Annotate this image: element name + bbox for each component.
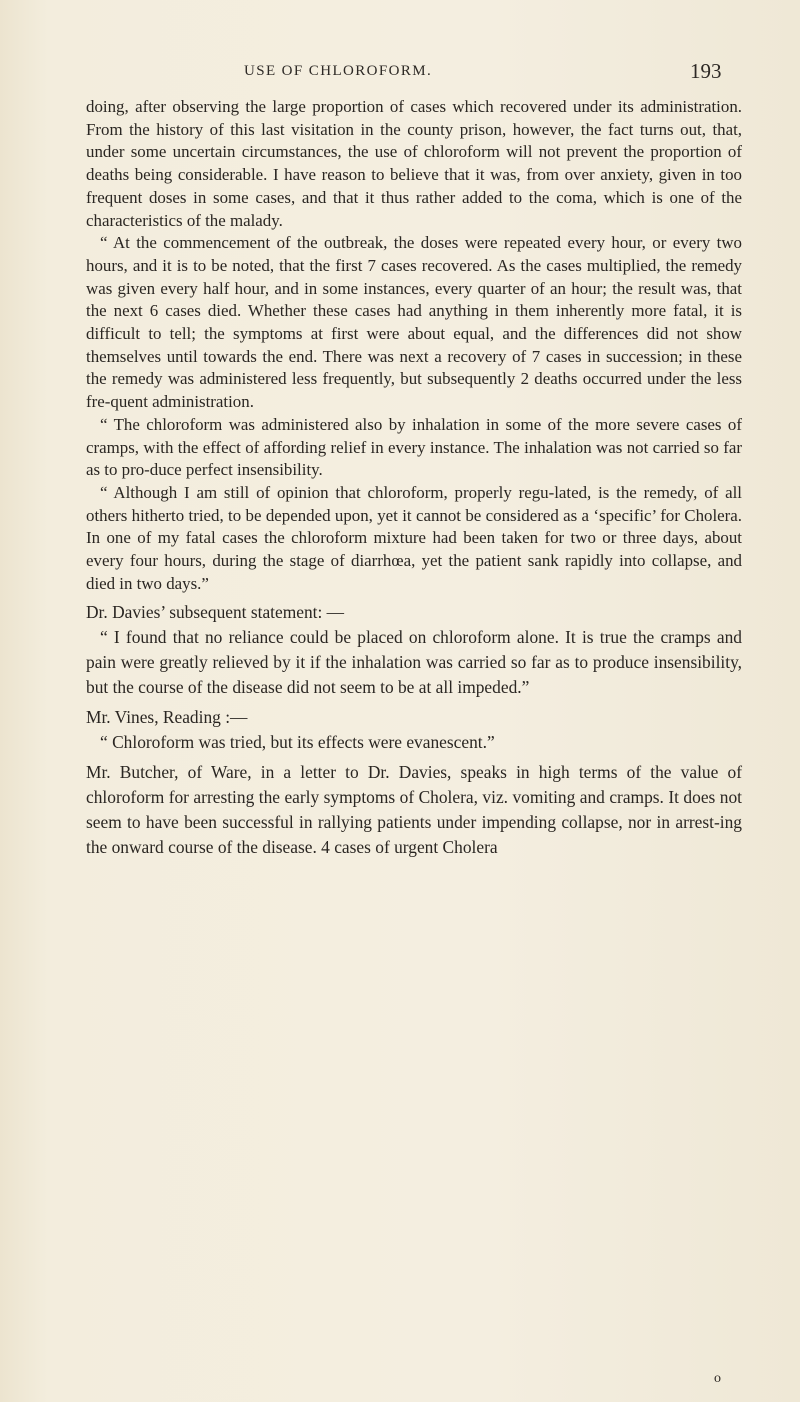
running-title: USE OF CHLOROFORM.: [244, 63, 433, 79]
body-text: [86, 96, 742, 860]
paragraph-continuation: doing, after observing the large proportion of cases which recovered under its administration. From the history of this last visitation in the county prison, however, the fact turns out, that, under some uncertain circumstances, the use of chloroform will not prevent the proportion of deaths being considerable. I have reason to believe that it was, from over anxiety, given in too frequent doses in some cases, and that it thus rather added to the coma, which is one of the characteristics of the malady.: [86, 97, 742, 230]
paragraph-davies-heading: Dr. Davies’ subsequent statement: —: [86, 602, 345, 623]
paragraph-quote-specific: “ Although I am still of opinion that chloroform, properly regu-lated, is the remedy, of all others hitherto tried, to be depended upon, yet it cannot be considered as a ‘specific’ for Cholera. In one of my fatal cases the chloroform mixture had been taken for two or three days, about every four hours, during the stage of diarrhœa, yet the patient sank rapidly into collapse, and died in two days.”: [86, 482, 742, 593]
running-head: [0, 57, 800, 83]
paragraph-butcher: Mr. Butcher, of Ware, in a letter to Dr. Davies, speaks in high terms of the value of chloroform for arresting the early symptoms of Cholera, viz. vomiting and cramps. It does not seem to have been successful in rallying patients under impending collapse, nor in arrest-ing the onward course of the disease. 4 cases of urgent Cholera: [86, 762, 742, 858]
paragraph-quote-outbreak: “ At the commencement of the outbreak, the doses were repeated every hour, or every two hours, and it is to be noted, that the first 7 cases recovered. As the cases multiplied, the remedy was given every half hour, and in some instances, every quarter of an hour; the result was, that the next 6 cases died. Whether these cases had anything in them inherently more fatal, it is difficult to tell; the symptoms at first were about equal, and the differences did not show themselves until towards the end. There was next a recovery of 7 cases in succession; in these the remedy was administered less frequently, but subsequently 2 deaths occurred under the less fre-quent administration.: [86, 233, 742, 412]
signature-mark: o: [714, 1371, 721, 1386]
paragraph-vines-heading: Mr. Vines, Reading :—: [86, 707, 248, 728]
paragraph-davies-quote: “ I found that no reliance could be placed on chloroform alone. It is true the cramps and pain were greatly relieved by it if the inhalation was carried so far as to produce insensibility, but the course of the disease did not seem to be at all impeded.”: [86, 627, 742, 698]
paragraph-vines-quote: “ Chloroform was tried, but its effects were evanescent.”: [100, 732, 495, 753]
paragraph-quote-inhalation: “ The chloroform was administered also by inhalation in some of the more severe cases of cramps, with the effect of affording relief in every instance. The inhalation was not carried so far as to pro-duce perfect insensibility.: [86, 414, 742, 480]
page-number: 193: [690, 59, 722, 83]
